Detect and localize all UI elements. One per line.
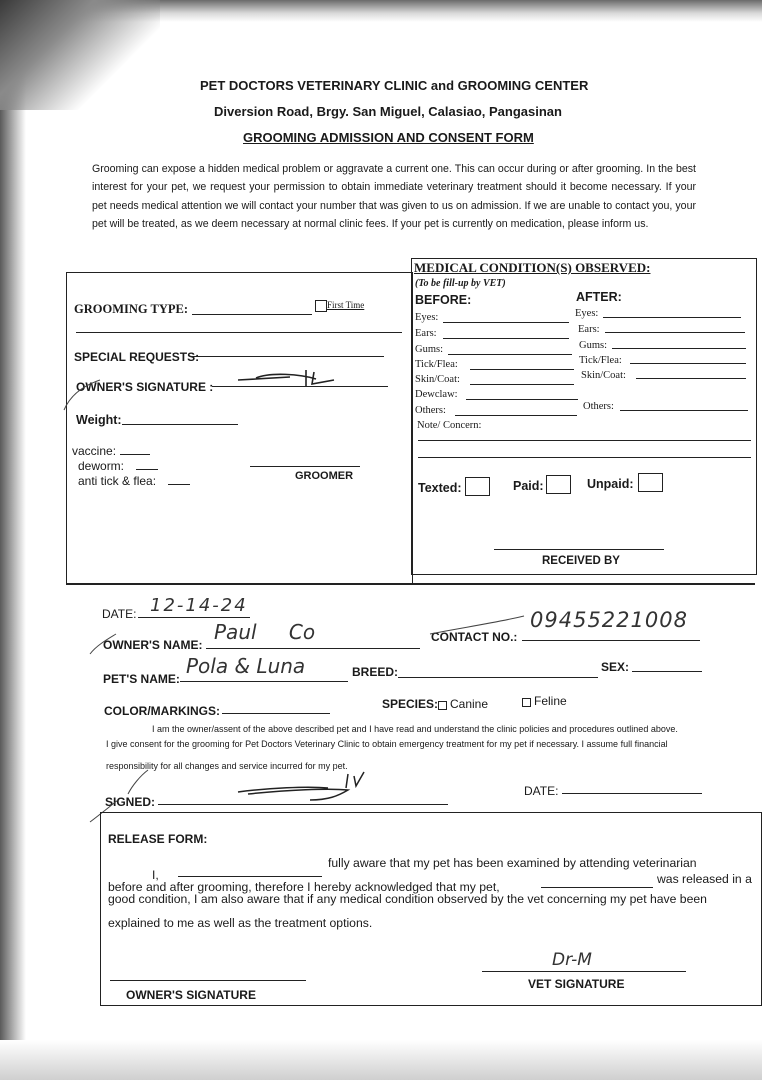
grooming-type-line-2: [76, 332, 402, 333]
after-skin-field[interactable]: [636, 378, 746, 379]
date-label: DATE:: [102, 607, 137, 621]
section-divider: [66, 583, 755, 585]
release-text-5: explained to me as well as the treatment options.: [108, 916, 373, 930]
canine-label: Canine: [450, 697, 489, 711]
before-dewclaw-field[interactable]: [466, 399, 578, 400]
release-text-3: was released in a: [657, 872, 752, 886]
before-dewclaw-label: Dewclaw:: [415, 389, 458, 400]
before-others-field[interactable]: [455, 415, 577, 416]
consent-line-1: I am the owner/assent of the above described pet and I have read and understand the clinic policies and procedures outlined above.: [152, 724, 678, 734]
vet-signature-value[interactable]: Dr-M: [552, 950, 592, 970]
signed-label: SIGNED:: [105, 795, 156, 809]
vet-signature-field: [482, 971, 686, 972]
before-eyes-label: Eyes:: [415, 312, 439, 323]
texted-label: Texted:: [418, 481, 462, 495]
after-eyes-label: Eyes:: [575, 308, 599, 319]
owner-name-line: [206, 648, 420, 649]
date-line: [138, 617, 250, 618]
before-eyes-field[interactable]: [443, 322, 569, 323]
owner-signature-label: OWNER'S SIGNATURE :: [76, 380, 214, 394]
vaccine-field[interactable]: [120, 454, 150, 455]
page-shadow-bottom: [0, 1040, 762, 1080]
paid-checkbox[interactable]: [546, 475, 571, 494]
intro-paragraph: Grooming can expose a hidden medical problem or aggravate a current one. This can occur during or after grooming. In the best interest for your pet, we request your permission to obtain immediate veterinary treatment should it become necessary. If your pet needs medical attention we will contact your number that was given to us on admission. If we are unable to contact you, your pet will be treated, as we deem necessary at normal clinic fees. If your pet is currently on medication, please inform us.: [92, 163, 696, 231]
after-gums-label: Gums:: [579, 340, 608, 351]
breed-field[interactable]: [398, 677, 598, 678]
color-markings-label: COLOR/MARKINGS:: [104, 704, 220, 718]
groomer-label: GROOMER: [295, 470, 354, 482]
breed-label: BREED:: [352, 665, 399, 679]
after-tick-label: Tick/Flea:: [579, 355, 622, 366]
deworm-field[interactable]: [136, 469, 158, 470]
contact-value[interactable]: 09455221008: [530, 608, 688, 632]
weight-label: Weight:: [76, 413, 122, 427]
received-by-label: RECEIVED BY: [542, 555, 620, 567]
after-tick-field[interactable]: [630, 363, 746, 364]
release-text-4: good condition, I am also aware that if any medical condition observed by the vet concerning my pet have been: [108, 892, 707, 906]
note-line-2[interactable]: [418, 457, 751, 458]
feline-checkbox[interactable]: [522, 698, 531, 707]
first-time-label: First Time: [327, 300, 365, 310]
special-requests-label: SPECIAL REQUESTS:: [74, 350, 200, 364]
before-gums-label: Gums:: [415, 344, 444, 355]
date2-label: DATE:: [524, 784, 559, 798]
consent-line-3: responsibility for all changes and service incurred for my pet.: [106, 761, 348, 771]
medical-title: MEDICAL CONDITION(S) OBSERVED:: [414, 260, 651, 275]
feline-label: Feline: [534, 694, 567, 708]
after-label: AFTER:: [576, 290, 622, 304]
before-skin-field[interactable]: [470, 384, 574, 385]
texted-checkbox[interactable]: [465, 477, 490, 496]
consent-line-2: I give consent for the grooming for Pet Doctors Veterinary Clinic to obtain emergency treatment for my pet if necessary. I assume full financial: [106, 739, 668, 749]
release-i-label: I,: [152, 868, 159, 882]
clinic-address: Diversion Road, Brgy. San Miguel, Calasiao, Pangasinan: [214, 104, 562, 119]
color-markings-field[interactable]: [222, 713, 330, 714]
after-eyes-field[interactable]: [603, 317, 741, 318]
canine-checkbox[interactable]: [438, 701, 447, 710]
after-skin-label: Skin/Coat:: [581, 370, 626, 381]
groomer-signature-line[interactable]: [250, 466, 360, 467]
pet-name-line: [180, 681, 348, 682]
vet-signature-label: VET SIGNATURE: [528, 977, 625, 991]
before-others-label: Others:: [415, 405, 446, 416]
before-skin-label: Skin/Coat:: [415, 374, 460, 385]
sex-field[interactable]: [632, 671, 702, 672]
note-line-1[interactable]: [418, 440, 751, 441]
grooming-box: [66, 272, 413, 585]
owner-signature-scribble: [60, 366, 370, 416]
note-concern-label: Note/ Concern:: [417, 420, 482, 431]
owner-name-mark: [88, 628, 128, 658]
grooming-type-field[interactable]: [192, 314, 312, 315]
pet-name-label: PET'S NAME:: [103, 672, 180, 686]
species-label: SPECIES:: [382, 697, 439, 711]
release-pet-field[interactable]: [541, 887, 653, 888]
release-title: RELEASE FORM:: [108, 832, 208, 846]
owner-name-label: OWNER'S NAME:: [103, 638, 203, 652]
after-ears-label: Ears:: [578, 324, 600, 335]
before-ears-field[interactable]: [443, 338, 569, 339]
contact-label: CONTACT NO.:: [431, 630, 518, 644]
before-tick-label: Tick/Flea:: [415, 359, 458, 370]
first-time-checkbox[interactable]: [315, 300, 327, 312]
clinic-name: PET DOCTORS VETERINARY CLINIC and GROOMING CENTER: [200, 78, 589, 93]
sex-label: SEX:: [601, 660, 630, 674]
after-gums-field[interactable]: [612, 348, 746, 349]
received-by-line[interactable]: [494, 549, 664, 550]
release-owner-signature-field[interactable]: [110, 980, 306, 981]
after-others-field[interactable]: [620, 410, 748, 411]
medical-subtitle: (To be fill-up by VET): [415, 278, 506, 289]
pet-name-value[interactable]: Pola & Luna: [186, 654, 306, 678]
before-gums-field[interactable]: [448, 354, 572, 355]
vaccine-label: vaccine:: [72, 444, 117, 458]
unpaid-checkbox[interactable]: [638, 473, 663, 492]
grooming-type-label: GROOMING TYPE:: [74, 302, 189, 316]
contact-mark: [420, 614, 530, 638]
release-text-1: fully aware that my pet has been examined by attending veterinarian: [328, 856, 697, 870]
special-requests-field[interactable]: [190, 356, 384, 357]
anti-tick-field[interactable]: [168, 484, 190, 485]
weight-field[interactable]: [122, 424, 238, 425]
before-tick-field[interactable]: [470, 369, 574, 370]
paid-label: Paid:: [513, 479, 544, 493]
before-label: BEFORE:: [415, 293, 472, 307]
anti-tick-label: anti tick & flea:: [78, 474, 157, 488]
release-owner-signature-label: OWNER'S SIGNATURE: [126, 988, 256, 1002]
before-ears-label: Ears:: [415, 328, 437, 339]
owner-name-value[interactable]: Paul Co: [214, 620, 316, 644]
after-ears-field[interactable]: [605, 332, 745, 333]
page-corner-shadow: [0, 0, 160, 110]
after-others-label: Others:: [583, 401, 614, 412]
page-shadow-left: [0, 0, 26, 1080]
release-text-2: before and after grooming, therefore I hereby acknowledged that my pet,: [108, 880, 500, 894]
date-value[interactable]: 12-14-24: [150, 595, 248, 616]
contact-line: [522, 640, 700, 641]
deworm-label: deworm:: [78, 459, 125, 473]
unpaid-label: Unpaid:: [587, 477, 634, 491]
date2-field[interactable]: [562, 793, 702, 794]
form-title: GROOMING ADMISSION AND CONSENT FORM: [243, 130, 534, 145]
